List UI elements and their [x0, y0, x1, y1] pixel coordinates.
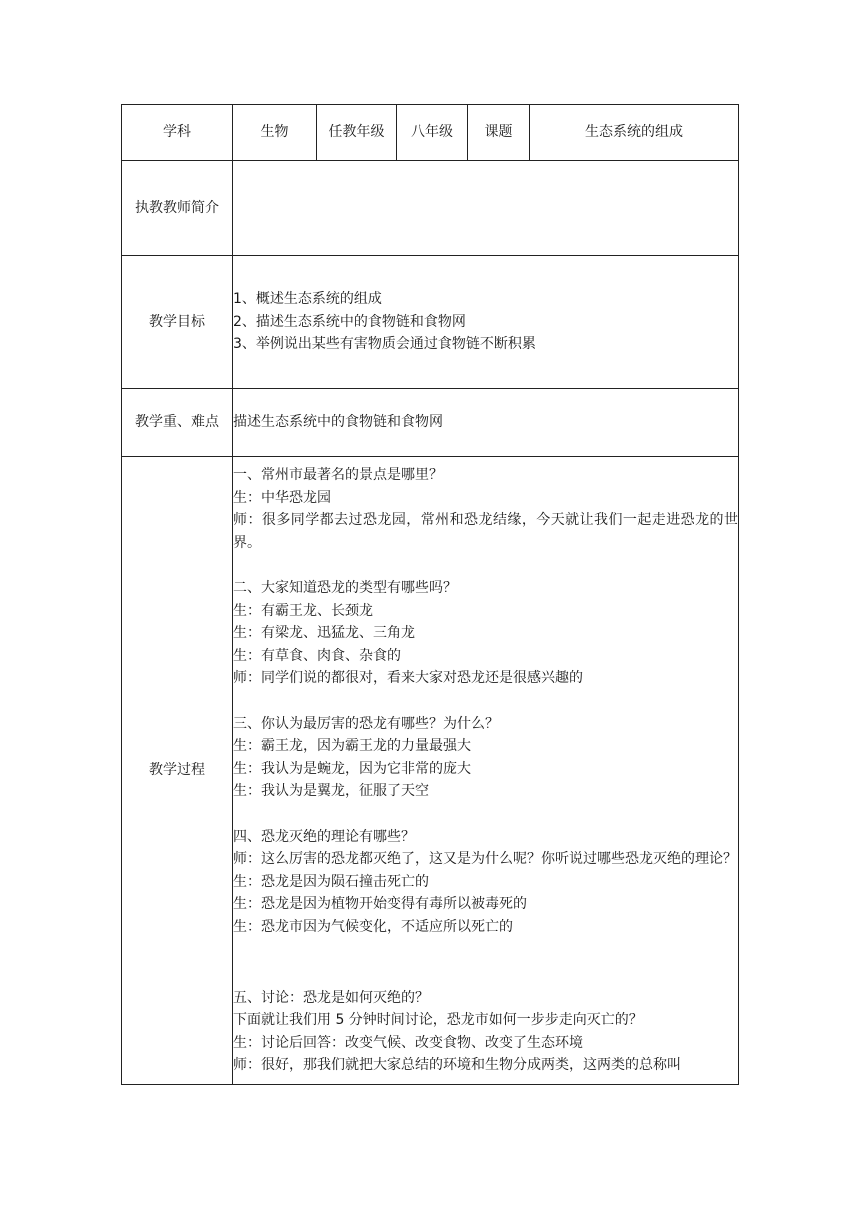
process-line: 生：中华恐龙园 — [233, 489, 331, 506]
process-line: 下面就让我们用 5 分钟时间讨论，恐龙市如何一步步走向灭亡的？ — [233, 1012, 643, 1029]
process-line: 师：这么厉害的恐龙都灭绝了，这又是为什么呢？你听说过哪些恐龙灭绝的理论？ — [233, 851, 737, 868]
subject-label: 学科 — [122, 105, 233, 161]
process-line: 二、大家知道恐龙的类型有哪些吗？ — [233, 580, 457, 597]
process-line: 三、你认为最厉害的恐龙有哪些？为什么？ — [233, 715, 499, 732]
goals-content — [233, 256, 739, 389]
topic-value: 生态系统的组成 — [530, 105, 739, 161]
process-line: 四、恐龙灭绝的理论有哪些？ — [233, 828, 415, 845]
goals-label: 教学目标 — [122, 256, 233, 389]
process-list — [233, 464, 738, 1077]
process-line: 生：霸王龙，因为霸王龙的力量最强大 — [233, 738, 471, 755]
grade-value: 八年级 — [397, 105, 468, 161]
process-line: 师：同学们说的都很对，看来大家对恐龙还是很感兴趣的 — [233, 670, 583, 687]
section-spacer — [233, 803, 738, 826]
process-line: 生：恐龙是因为陨石撞击死亡的 — [233, 873, 429, 890]
process-line: 五、讨论：恐龙是如何灭绝的？ — [233, 989, 429, 1006]
process-line: 生：有梁龙、迅猛龙、三角龙 — [233, 625, 415, 642]
subject-value: 生物 — [233, 105, 317, 161]
goals-list — [233, 288, 738, 356]
topic-label: 课题 — [468, 105, 530, 161]
process-line: 一、常州市最著名的景点是哪里？ — [233, 467, 443, 484]
goal-item: 3、举例说出某些有害物质会通过食物链不断积累 — [233, 336, 536, 353]
process-label: 教学过程 — [122, 457, 233, 1085]
intro-value — [233, 161, 739, 256]
grade-label: 任教年级 — [317, 105, 397, 161]
process-line: 生：有草食、肉食、杂食的 — [233, 647, 401, 664]
process-line: 生：我认为是蜿龙，因为它非常的庞大 — [233, 760, 471, 777]
key-points-value: 描述生态系统中的食物链和食物网 — [233, 389, 739, 457]
intro-label: 执教教师简介 — [122, 161, 233, 256]
goal-item: 1、概述生态系统的组成 — [233, 291, 382, 308]
section-spacer — [233, 554, 738, 577]
header-row — [122, 105, 739, 161]
lesson-plan-table — [121, 104, 739, 1085]
goal-item: 2、描述生态系统中的食物链和食物网 — [233, 313, 466, 330]
section-spacer — [233, 690, 738, 713]
key-points-label: 教学重、难点 — [122, 389, 233, 457]
process-line: 生：恐龙是因为植物开始变得有毒所以被毒死的 — [233, 896, 527, 913]
process-line: 师：很多同学都去过恐龙园，常州和恐龙结缘，今天就让我们一起走进恐龙的世界。 — [233, 512, 738, 551]
key-points-row — [122, 389, 739, 457]
section-spacer — [233, 939, 738, 987]
process-line: 生：我认为是翼龙，征服了天空 — [233, 783, 429, 800]
process-content — [233, 457, 739, 1085]
process-line: 师：很好，那我们就把大家总结的环境和生物分成两类，这两类的总称叫 — [233, 1057, 681, 1074]
goals-row — [122, 256, 739, 389]
intro-row — [122, 161, 739, 256]
process-line: 生：恐龙市因为气候变化，不适应所以死亡的 — [233, 918, 513, 935]
process-line: 生：有霸王龙、长颈龙 — [233, 602, 373, 619]
process-line: 生：讨论后回答：改变气候、改变食物、改变了生态环境 — [233, 1034, 583, 1051]
process-row — [122, 457, 739, 1085]
